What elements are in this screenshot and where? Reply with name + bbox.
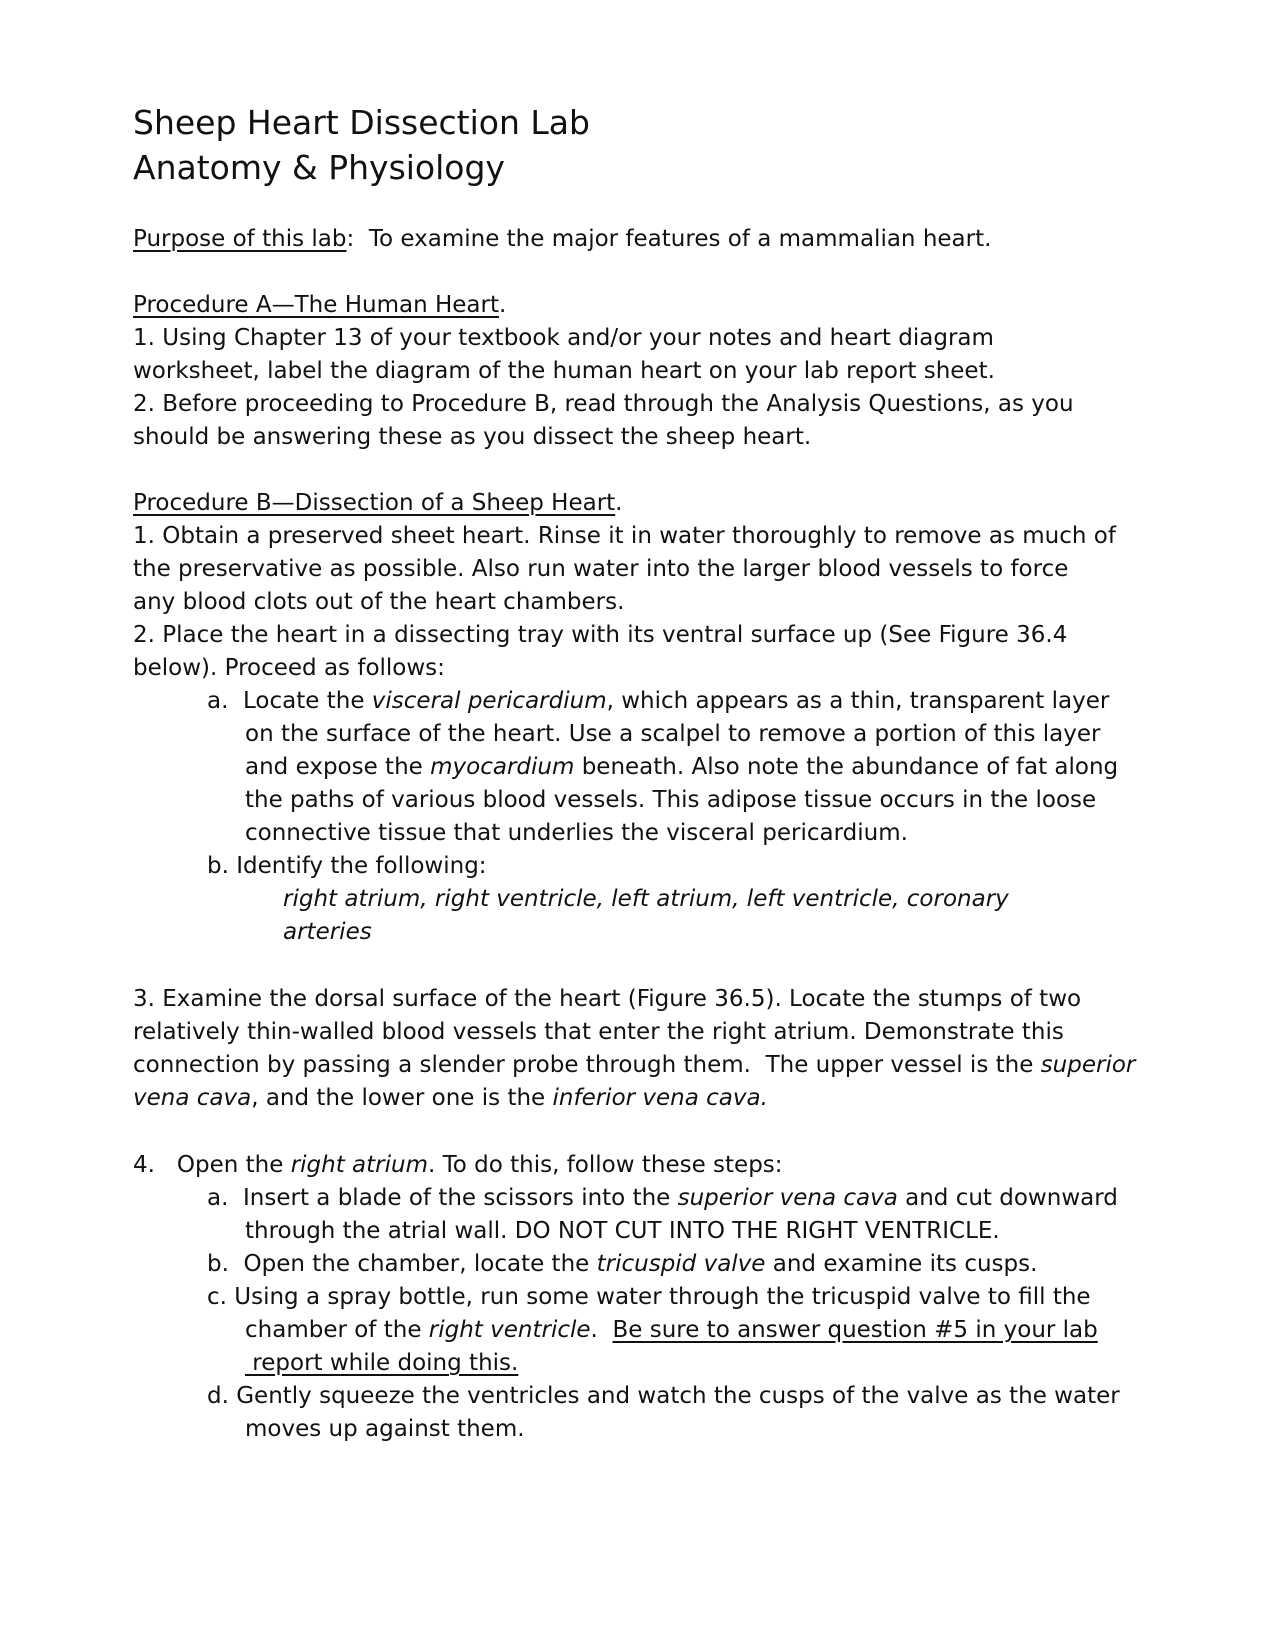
step4c-line: [245, 1314, 1098, 1346]
step4c-text: .: [590, 1317, 613, 1343]
step2a-line: connective tissue that underlies the visceral pericardium.: [245, 820, 908, 846]
step3-line: relatively thin-walled blood vessels that enter the right atrium. Demonstrate this: [133, 1019, 1064, 1045]
step4d-line: moves up against them.: [245, 1416, 525, 1442]
procedure-a-heading-text: Procedure A—The Human Heart: [133, 292, 499, 318]
step2a-text: and expose the: [245, 754, 431, 780]
step4a-line: [207, 1182, 1118, 1214]
step4d-line: d. Gently squeeze the ventricles and watch the cusps of the valve as the water: [207, 1383, 1120, 1409]
procedure-a-heading: [133, 289, 506, 321]
question-5-reminder: Be sure to answer question #5 in your lab: [612, 1317, 1098, 1343]
step4b-line: [207, 1248, 1037, 1280]
superior-vena-cava-term: superior vena cava: [677, 1185, 898, 1211]
step4c-text: chamber of the: [245, 1317, 429, 1343]
procedure-b-heading-period: .: [615, 490, 623, 516]
procedure-a-line: should be answering these as you dissect the sheep heart.: [133, 424, 812, 450]
inferior-vena-cava-term: inferior vena cava.: [552, 1085, 768, 1111]
myocardium-term: myocardium: [430, 754, 575, 780]
step2a-line: the paths of various blood vessels. This adipose tissue occurs in the loose: [245, 787, 1097, 813]
step4b-text: and examine its cusps.: [765, 1251, 1038, 1277]
step2a-text: beneath. Also note the abundance of fat along: [574, 754, 1119, 780]
step4-line: [133, 1149, 783, 1181]
step4-text: 4. Open the: [133, 1152, 291, 1178]
step4-text: . To do this, follow these steps:: [427, 1152, 783, 1178]
step2a-text: , which appears as a thin, transparent layer: [606, 688, 1110, 714]
purpose-colon: :: [346, 226, 355, 252]
right-ventricle-term: right ventricle: [428, 1317, 591, 1343]
tricuspid-valve-term: tricuspid valve: [596, 1251, 766, 1277]
step2b-items: [283, 916, 372, 948]
purpose-label: Purpose of this lab: [133, 226, 347, 252]
step3-line: [133, 1049, 1135, 1081]
document-subtitle: Anatomy & Physiology: [133, 148, 505, 187]
question-5-reminder: report while doing this.: [245, 1350, 519, 1376]
right-atrium-term: right atrium: [290, 1152, 428, 1178]
vena-cava-term: vena cava: [133, 1085, 252, 1111]
step4b-text: b. Open the chamber, locate the: [207, 1251, 597, 1277]
procedure-a-heading-period: .: [498, 292, 507, 318]
step3-line: 3. Examine the dorsal surface of the heart (Figure 36.5). Locate the stumps of two: [133, 986, 1082, 1012]
step4c-line: [245, 1347, 518, 1379]
purpose-text: To examine the major features of a mammalian heart.: [354, 226, 992, 252]
step2b-label: b. Identify the following:: [207, 853, 487, 879]
step4a-text: and cut downward: [897, 1185, 1118, 1211]
step4c-line: c. Using a spray bottle, run some water through the tricuspid valve to fill the: [207, 1284, 1091, 1310]
structures-list: arteries: [283, 919, 372, 945]
step4a-text: a. Insert a blade of the scissors into the: [207, 1185, 678, 1211]
superior-term: superior: [1040, 1052, 1136, 1078]
step1-line: 1. Obtain a preserved sheet heart. Rinse it in water thoroughly to remove as much of: [133, 523, 1116, 549]
step2-line: 2. Place the heart in a dissecting tray with its ventral surface up (See Figure 36.4: [133, 622, 1068, 648]
procedure-b-heading-text: Procedure B—Dissection of a Sheep Heart: [133, 490, 616, 516]
step2a-line: [207, 685, 1109, 717]
procedure-a-line: 1. Using Chapter 13 of your textbook and/or your notes and heart diagram: [133, 325, 994, 351]
step3-text: , and the lower one is the: [251, 1085, 553, 1111]
step2a-line: [245, 751, 1118, 783]
step1-line: the preservative as possible. Also run water into the larger blood vessels to force: [133, 556, 1069, 582]
step2b-items: [283, 883, 1009, 915]
step4a-line: through the atrial wall. DO NOT CUT INTO THE RIGHT VENTRICLE.: [245, 1218, 1000, 1244]
procedure-a-line: 2. Before proceeding to Procedure B, read through the Analysis Questions, as you: [133, 391, 1074, 417]
step2-line: below). Proceed as follows:: [133, 655, 445, 681]
document-title: Sheep Heart Dissection Lab: [133, 103, 590, 142]
visceral-pericardium-term: visceral pericardium: [371, 688, 607, 714]
step1-line: any blood clots out of the heart chambers.: [133, 589, 625, 615]
purpose-line: [133, 223, 991, 255]
step2a-line: on the surface of the heart. Use a scalpel to remove a portion of this layer: [245, 721, 1101, 747]
procedure-b-heading: [133, 487, 622, 519]
structures-list: right atrium, right ventricle, left atrium, left ventricle, coronary: [283, 886, 1009, 912]
procedure-a-line: worksheet, label the diagram of the human heart on your lab report sheet.: [133, 358, 995, 384]
step3-line: [133, 1082, 768, 1114]
step2a-text: a. Locate the: [207, 688, 372, 714]
step3-text: connection by passing a slender probe through them. The upper vessel is the: [133, 1052, 1041, 1078]
